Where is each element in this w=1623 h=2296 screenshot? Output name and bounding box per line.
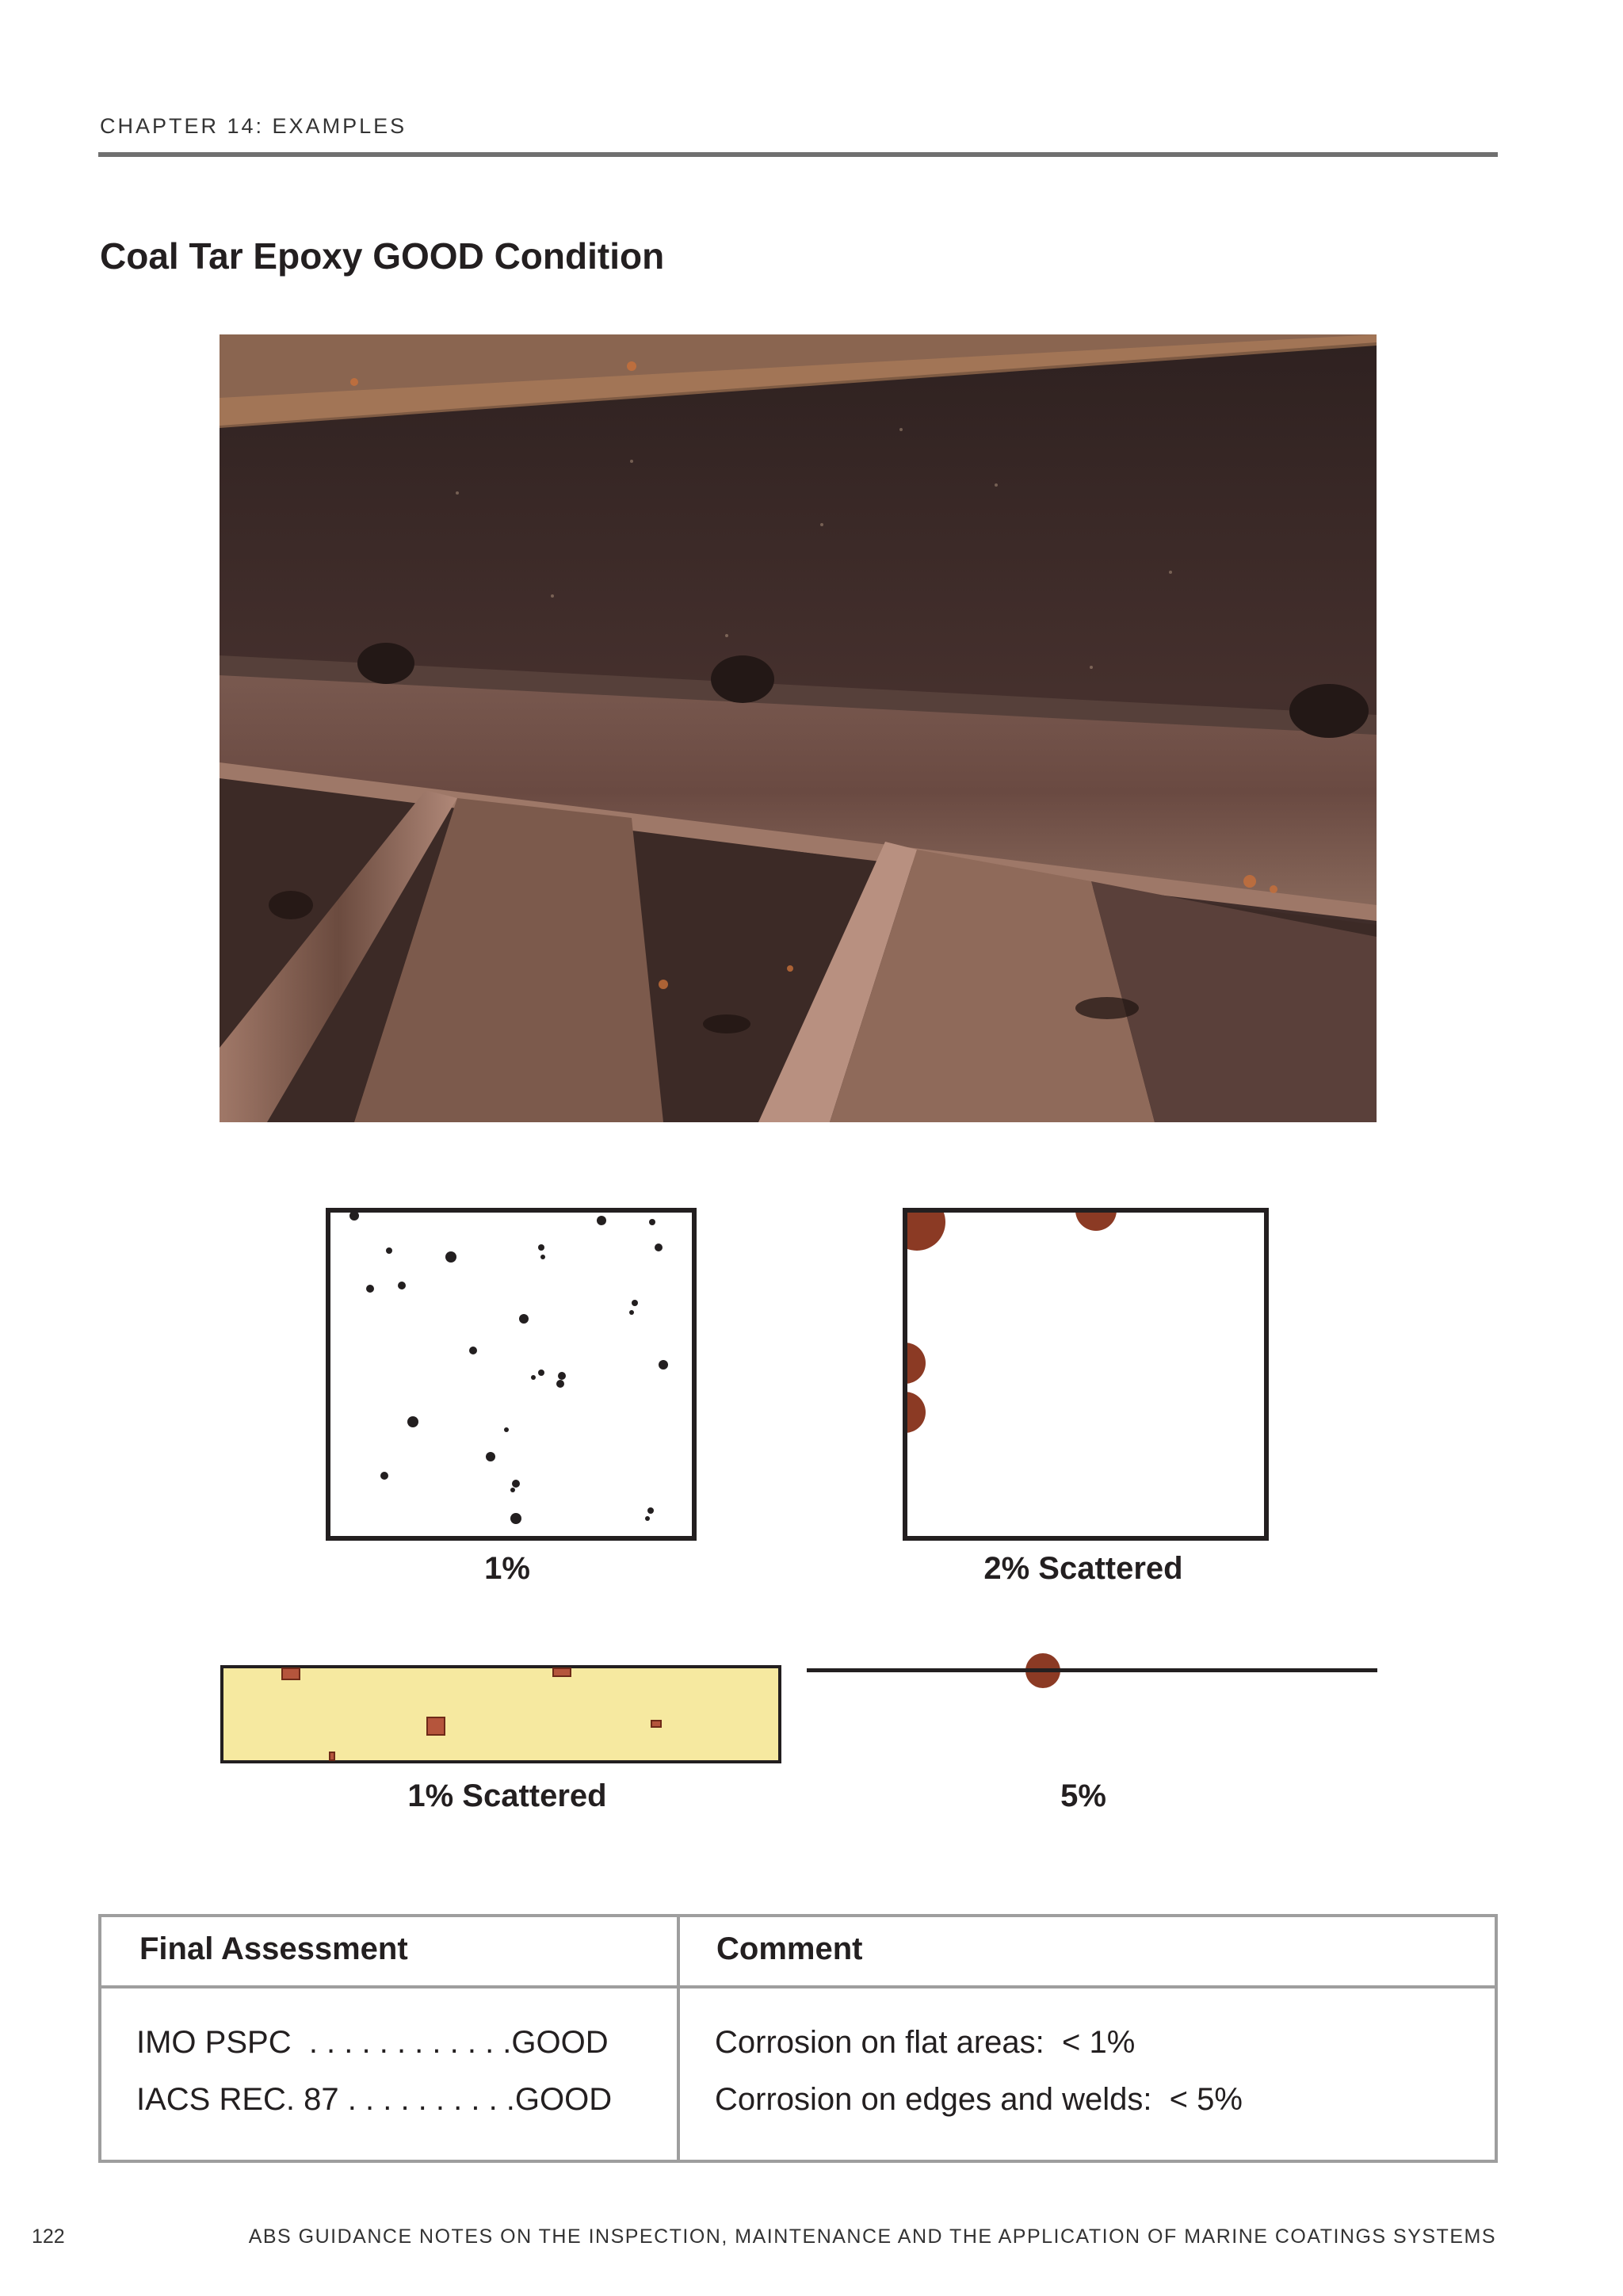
- table-header-divider: [101, 1985, 1495, 1988]
- diagram-1-percent-scattered: [220, 1665, 781, 1763]
- diagram-4-caption: 5%: [1060, 1778, 1106, 1813]
- table-column-divider: [677, 1917, 680, 2160]
- final-assessment-header: Final Assessment: [139, 1931, 408, 1966]
- diagram-1-caption: 1%: [484, 1551, 530, 1586]
- page-title: Coal Tar Epoxy GOOD Condition: [100, 235, 665, 277]
- chapter-header: CHAPTER 14: EXAMPLES: [100, 114, 407, 138]
- imo-pspc-rating: IMO PSPC . . . . . . . . . . . .GOOD: [136, 2025, 609, 2060]
- edges-welds-comment: Corrosion on edges and welds: < 5%: [715, 2082, 1243, 2117]
- diagram-2-caption: 2% Scattered: [983, 1551, 1183, 1586]
- diagram-1-percent: [326, 1208, 697, 1541]
- diagram-5-percent: [807, 1664, 1377, 1720]
- diagram-3-caption: 1% Scattered: [407, 1778, 607, 1813]
- iacs-rec87-rating: IACS REC. 87 . . . . . . . . . .GOOD: [136, 2082, 613, 2117]
- diagram-2-percent-scattered: [903, 1208, 1269, 1541]
- assessment-table: [98, 1914, 1498, 2163]
- coating-photo: [220, 334, 1377, 1122]
- page-number: 122: [32, 2225, 65, 2248]
- flat-areas-comment: Corrosion on flat areas: < 1%: [715, 2025, 1136, 2060]
- footer-publication-title: ABS GUIDANCE NOTES ON THE INSPECTION, MAINTENANCE AND THE APPLICATION OF MARINE COATINGS SYSTEMS: [248, 2225, 1496, 2248]
- header-rule: [98, 152, 1498, 157]
- comment-header: Comment: [716, 1931, 863, 1966]
